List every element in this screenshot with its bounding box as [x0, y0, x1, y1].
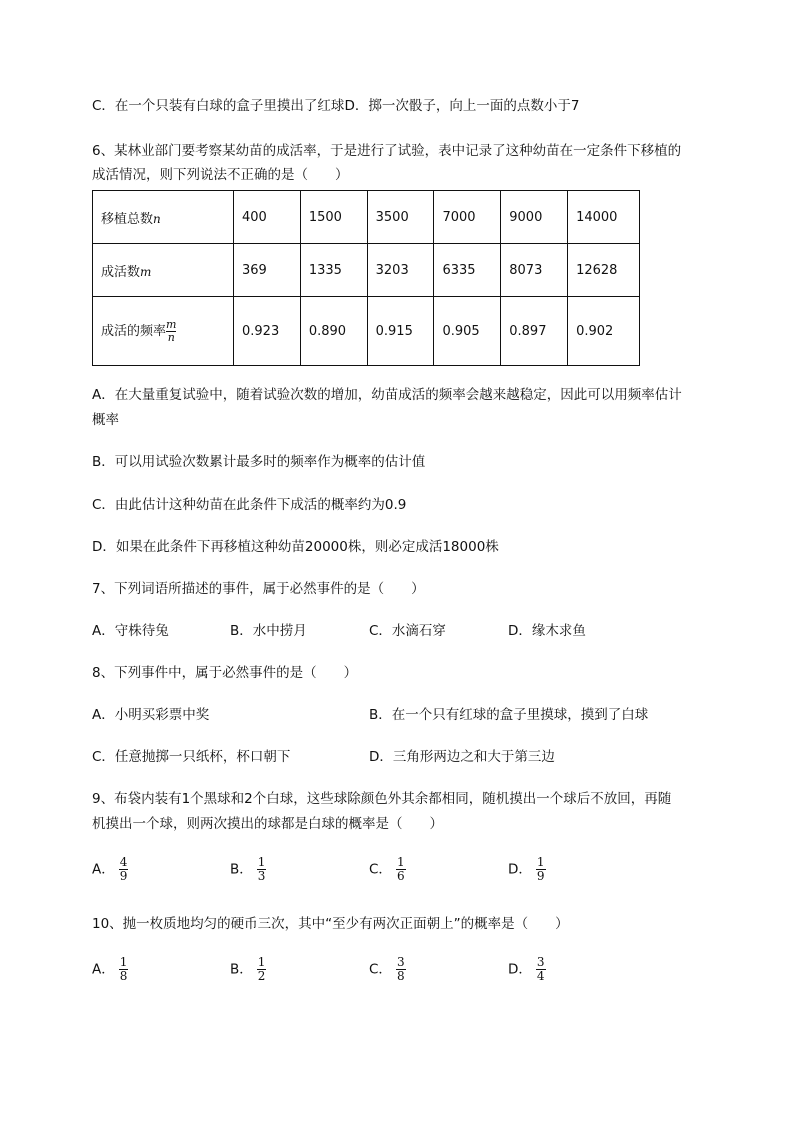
- table-cell: 1335: [300, 244, 367, 297]
- q7-stem: 7、下列词语所描述的事件，属于必然事件的是（ ）: [92, 581, 425, 597]
- table-cell: 0.923: [234, 297, 301, 366]
- table-cell: 9000: [501, 191, 568, 244]
- q9-stem-line2: 机摸出一个球，则两次摸出的球都是白球的概率是（ ）: [92, 816, 443, 832]
- table-cell: 3203: [367, 244, 434, 297]
- q10-option-b: B． $\frac{1}{2}$: [230, 955, 266, 983]
- q9-option-b: B． $\frac{1}{3}$: [230, 855, 266, 883]
- q7-option-a: A．守株待兔: [92, 623, 169, 639]
- q9-stem-line1: 9、布袋内装有1个黑球和2个白球，这些球除颜色外其余都相同，随机摸出一个球后不放回，再随: [92, 791, 672, 807]
- table-cell: 8073: [501, 244, 568, 297]
- table-cell: 0.915: [367, 297, 434, 366]
- q8-stem: 8、下列事件中，属于必然事件的是（ ）: [92, 665, 358, 681]
- table-cell: 0.897: [501, 297, 568, 366]
- q7-option-c: C．水滴石穿: [369, 623, 446, 639]
- table-cell: 6335: [434, 244, 501, 297]
- q6-stem-line1: 6、某林业部门要考察某幼苗的成活率，于是进行了试验，表中记录了这种幼苗在一定条件下移植的: [92, 143, 682, 159]
- table-cell: 3500: [367, 191, 434, 244]
- q10-stem: 10、抛一枚质地均匀的硬币三次，其中“至少有两次正面朝上”的概率是（ ）: [92, 916, 569, 932]
- q7-option-b: B．水中捞月: [230, 623, 307, 639]
- q7-option-d: D．缘木求鱼: [508, 623, 586, 639]
- table-cell: 1500: [300, 191, 367, 244]
- q5-option-c: C．在一个只装有白球的盒子里摸出了红球: [92, 98, 345, 114]
- table-cell: 14000: [568, 191, 640, 244]
- q6-option-c: C．由此估计这种幼苗在此条件下成活的概率约为0.9: [92, 497, 407, 513]
- table-cell: 400: [234, 191, 301, 244]
- q5-option-d: D．掷一次骰子，向上一面的点数小于7: [344, 98, 580, 114]
- q6-option-b: B．可以用试验次数累计最多时的频率作为概率的估计值: [92, 454, 426, 470]
- q10-option-a: A． $\frac{1}{8}$: [92, 955, 128, 983]
- table-cell: 12628: [568, 244, 640, 297]
- table-cell: 0.890: [300, 297, 367, 366]
- q8-option-a: A．小明买彩票中奖: [92, 707, 210, 723]
- q10-option-d: D． $\frac{3}{4}$: [508, 955, 545, 983]
- q8-option-c: C．任意抛掷一只纸杯，杯口朝下: [92, 749, 291, 765]
- q9-option-d: D． $\frac{1}{9}$: [508, 855, 545, 883]
- q6-option-d: D．如果在此条件下再移植这种幼苗20000株，则必定成活18000株: [92, 539, 499, 555]
- table-cell: 7000: [434, 191, 501, 244]
- table-row-survived: [93, 244, 640, 297]
- q6-data-table: [92, 190, 640, 366]
- table-cell: 0.905: [434, 297, 501, 366]
- q6-option-a-line1: A．在大量重复试验中，随着试验次数的增加，幼苗成活的频率会越来越稳定，因此可以用频率估计: [92, 387, 682, 403]
- q6-option-a-line2: 概率: [92, 412, 119, 428]
- q5-options-row: [92, 96, 579, 116]
- row-label-total: 移植总数n: [93, 191, 234, 244]
- q8-option-b: B．在一个只有红球的盒子里摸球，摸到了白球: [369, 707, 649, 723]
- table-row-total: [93, 191, 640, 244]
- row-label-survived: 成活数m: [93, 244, 234, 297]
- table-cell: 369: [234, 244, 301, 297]
- row-label-frequency: 成活的频率 $\frac{m}{n}$: [93, 297, 234, 366]
- table-row-frequency: [93, 297, 640, 366]
- q9-option-c: C． $\frac{1}{6}$: [369, 855, 405, 883]
- q8-option-d: D．三角形两边之和大于第三边: [369, 749, 555, 765]
- fraction-m-over-n: $\frac{m}{n}$: [166, 317, 177, 344]
- q9-option-a: A． $\frac{4}{9}$: [92, 855, 128, 883]
- table-cell: 0.902: [568, 297, 640, 366]
- q10-option-c: C． $\frac{3}{8}$: [369, 955, 405, 983]
- q6-stem-line2: 成活情况，则下列说法不正确的是（ ）: [92, 167, 349, 183]
